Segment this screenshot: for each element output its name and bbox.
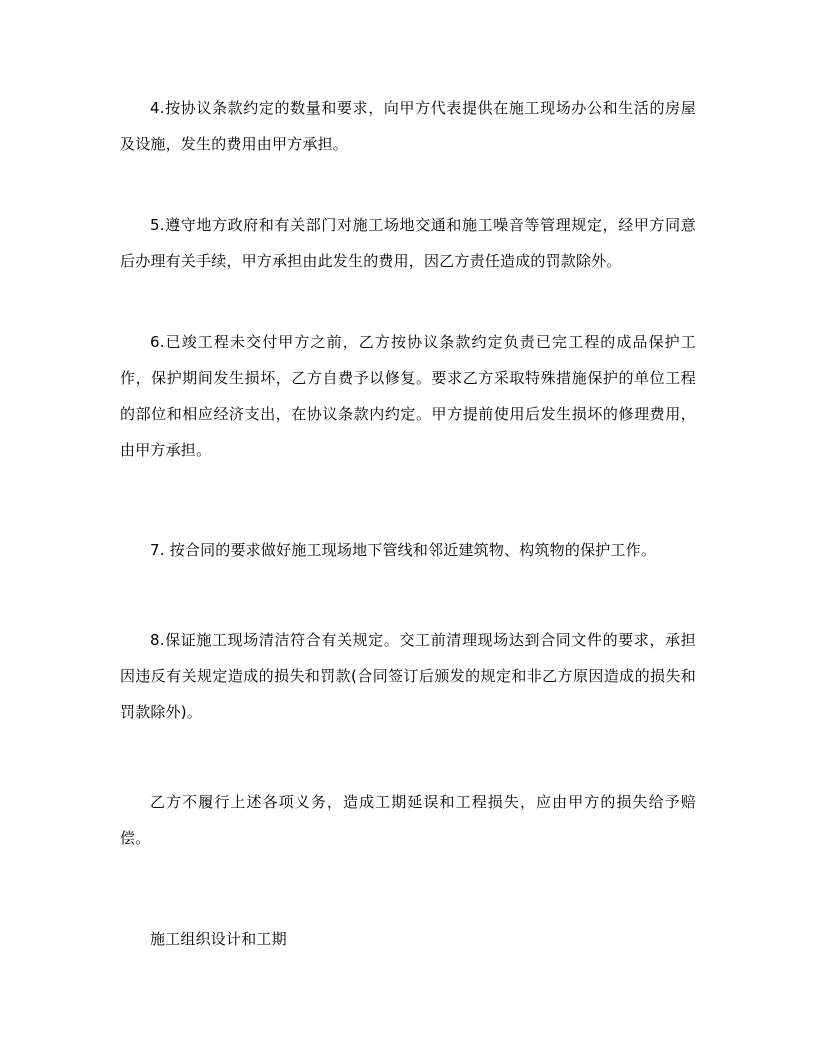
paragraph-obligation-summary: 乙方不履行上述各项义务，造成工期延误和工程损失，应由甲方的损失给予赔偿。 xyxy=(120,793,696,847)
paragraph-item-5: 5.遵守地方政府和有关部门对施工场地交通和施工噪音等管理规定，经甲方同意后办理有关手续，甲方承担由此发生的费用，因乙方责任造成的罚款除外。 xyxy=(120,216,696,270)
paragraph-item-6: 6.已竣工程未交付甲方之前，乙方按协议条款约定负责已完工程的成品保护工作，保护期间发生损坏，乙方自费予以修复。要求乙方采取特殊措施保护的单位工程的部位和相应经济支出，在协议条款内约定。甲方提前使用后发生损坏的修理费用，由甲方承担。 xyxy=(120,333,696,459)
section-heading: 施工组织设计和工期 xyxy=(150,930,287,948)
paragraph-item-8: 8.保证施工现场清洁符合有关规定。交工前清理现场达到合同文件的要求，承担因违反有关规定造成的损失和罚款(合同签订后颁发的规定和非乙方原因造成的损失和罚款除外)。 xyxy=(120,631,696,721)
paragraph-item-7: 7. 按合同的要求做好施工现场地下管线和邻近建筑物、构筑物的保护工作。 xyxy=(150,541,657,559)
paragraph-item-4: 4.按协议条款约定的数量和要求，向甲方代表提供在施工现场办公和生活的房屋及设施，发生的费用由甲方承担。 xyxy=(120,99,696,153)
